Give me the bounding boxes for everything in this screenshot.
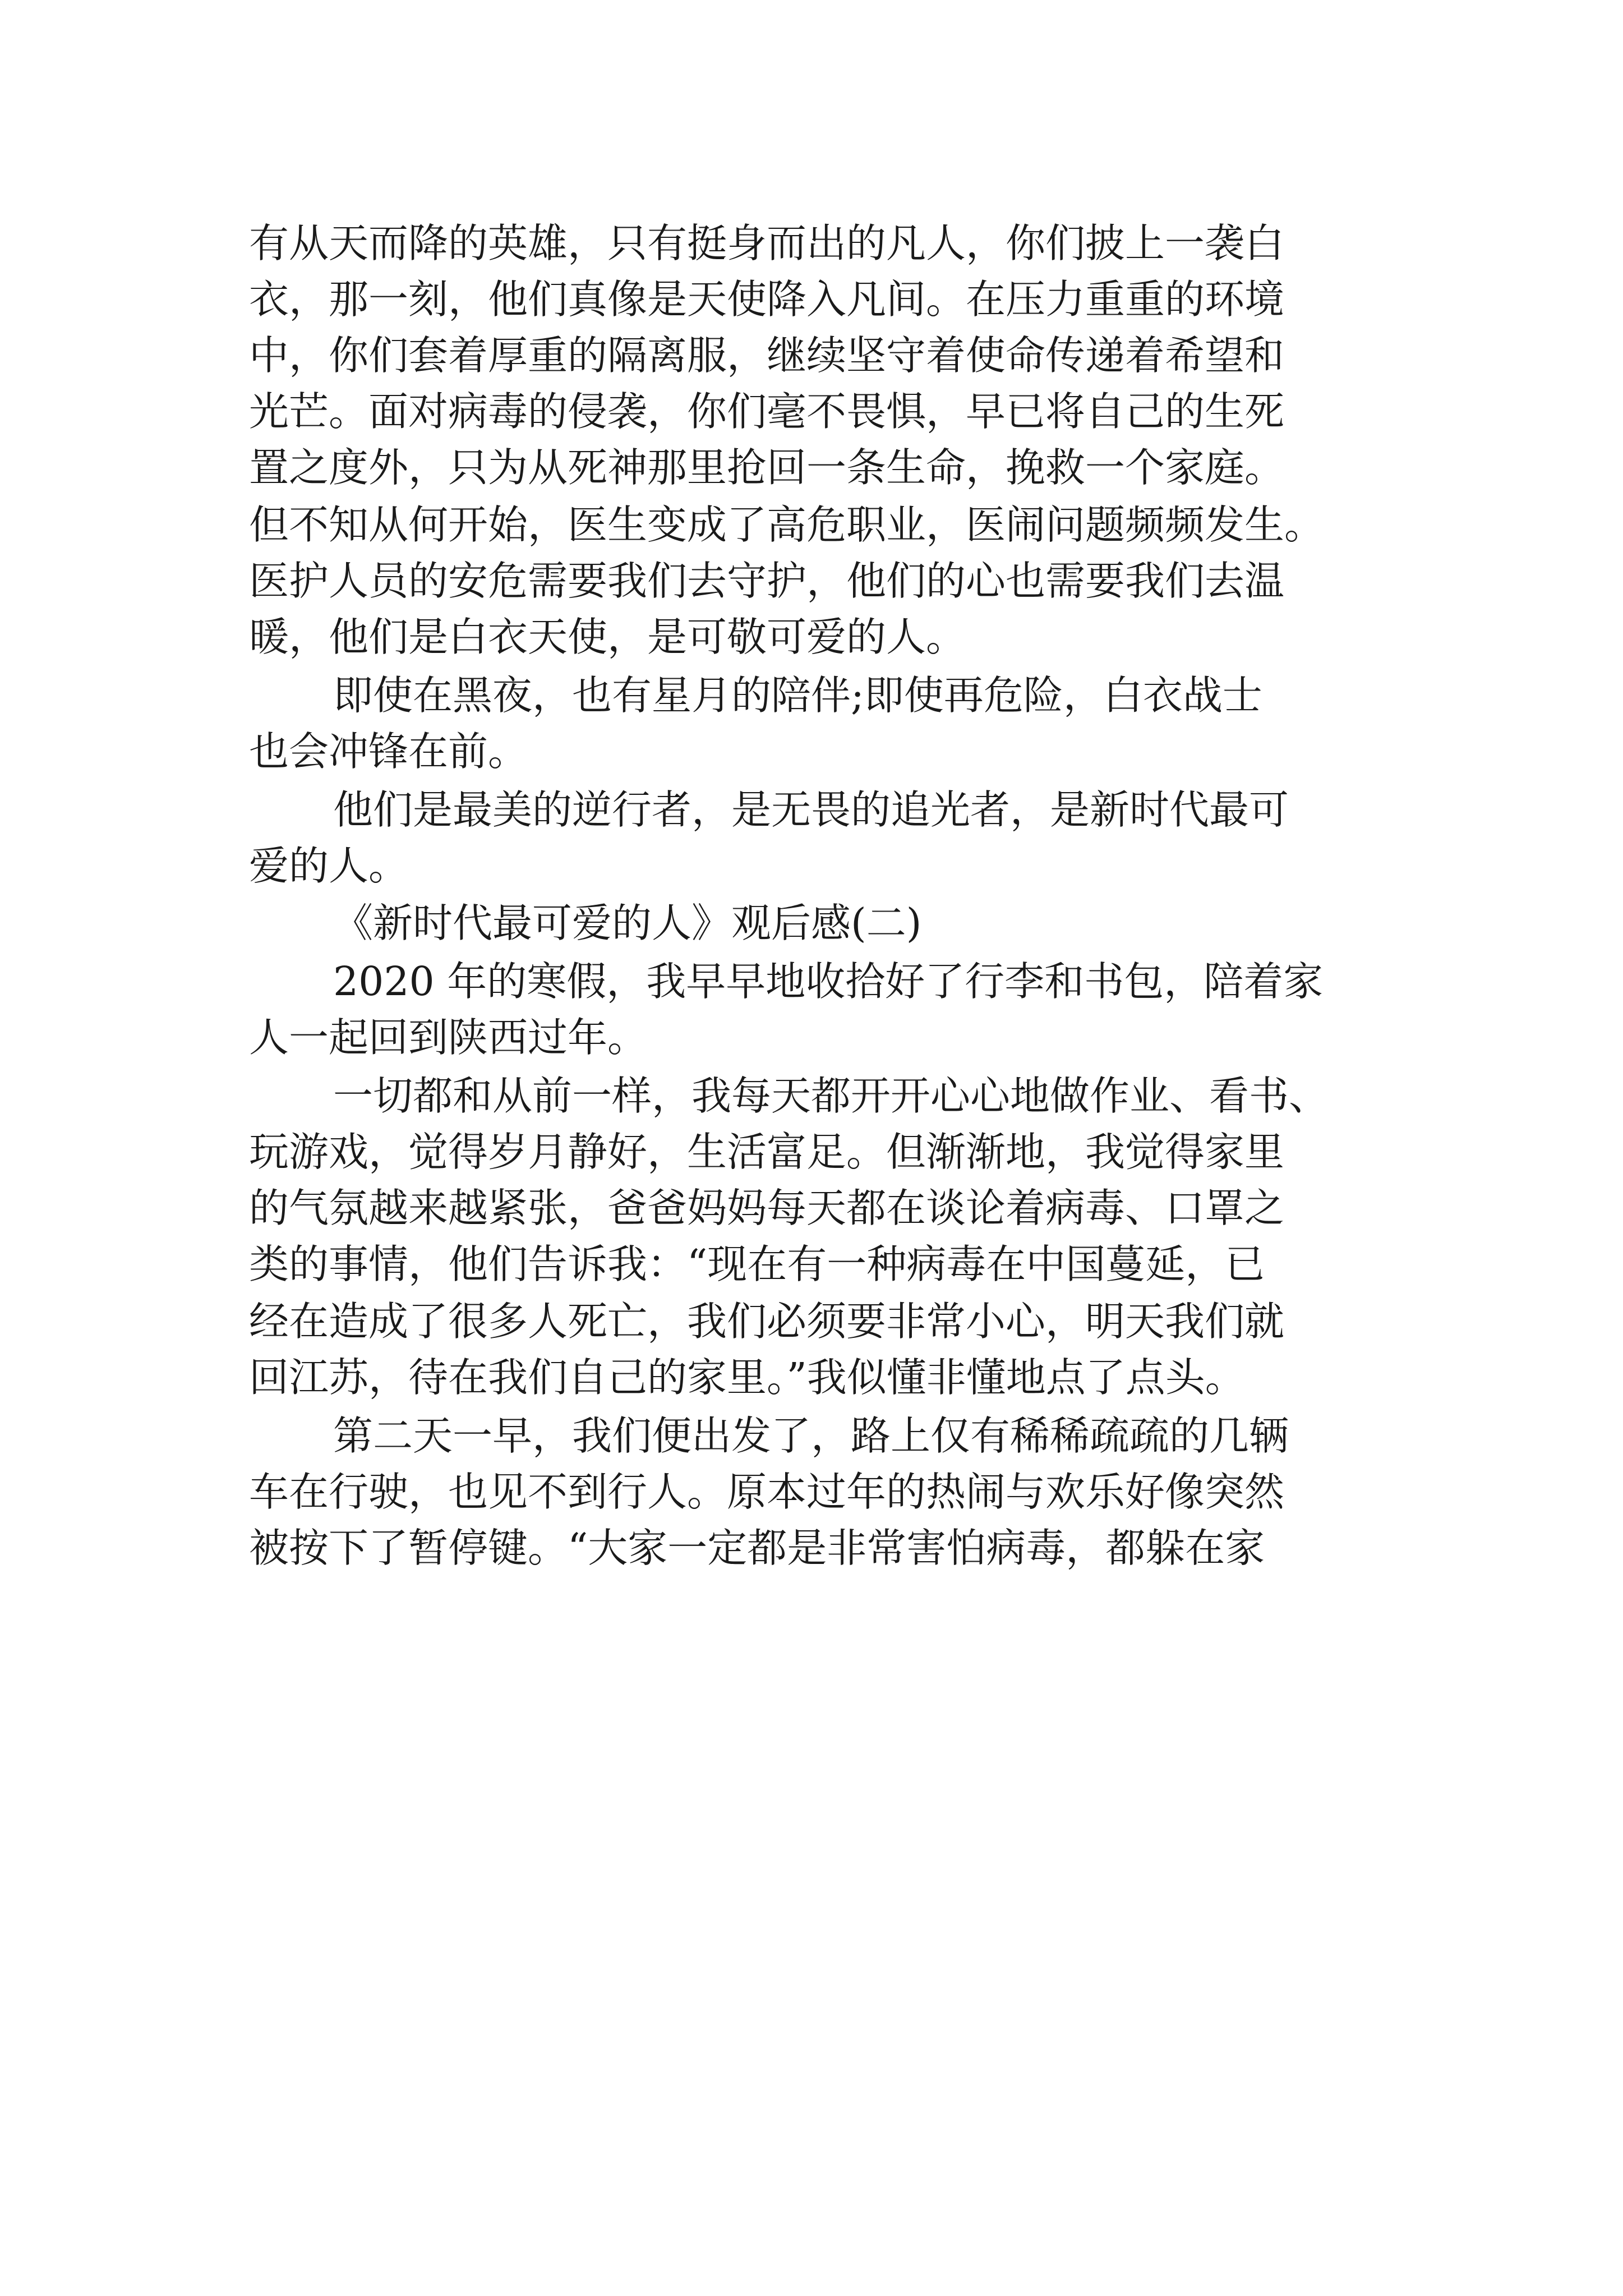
text-line: 但不知从何开始，医生变成了高危职业，医闹问题频频发生。 — [249, 501, 1325, 548]
text-line: 爱的人。 — [249, 843, 409, 889]
text-line: 的气氛越来越紧张，爸爸妈妈每天都在谈论着病毒、口罩之 — [249, 1185, 1285, 1231]
text-line: 光芒。面对病毒的侵袭，你们毫不畏惧，早已将自己的生死 — [249, 388, 1285, 435]
section-heading: 《新时代最可爱的人》观后感(二) — [333, 900, 922, 946]
text-line: 玩游戏，觉得岁月静好，生活富足。但渐渐地，我觉得家里 — [249, 1129, 1285, 1175]
text-line: 他们是最美的逆行者，是无畏的追光者，是新时代最可 — [333, 786, 1289, 833]
text-line: 一切都和从前一样，我每天都开开心心地做作业、看书、 — [333, 1073, 1329, 1119]
text-line: 置之度外，只为从死神那里抢回一条生命，挽救一个家庭。 — [249, 444, 1285, 491]
text-line: 第二天一早，我们便出发了，路上仅有稀稀疏疏的几辆 — [333, 1412, 1289, 1459]
text-line: 类的事情，他们告诉我：“现在有一种病毒在中国蔓延，已 — [249, 1241, 1265, 1287]
text-line: 有从天而降的英雄，只有挺身而出的凡人，你们披上一袭白 — [249, 220, 1285, 266]
text-line: 暖，他们是白衣天使，是可敬可爱的人。 — [249, 614, 966, 660]
text-line: 回江苏，待在我们自己的家里。”我似懂非懂地点了点头。 — [249, 1354, 1245, 1401]
text-line: 中，你们套着厚重的隔离服，继续坚守着使命传递着希望和 — [249, 332, 1285, 379]
text-line: 医护人员的安危需要我们去守护，他们的心也需要我们去温 — [249, 558, 1285, 604]
text-line: 车在行驶，也见不到行人。原本过年的热闹与欢乐好像突然 — [249, 1469, 1285, 1515]
text-line: 衣，那一刻，他们真像是天使降入凡间。在压力重重的环境 — [249, 276, 1285, 323]
text-line: 人一起回到陕西过年。 — [249, 1014, 648, 1061]
text-line: 也会冲锋在前。 — [249, 728, 528, 775]
text-line: 经在造成了很多人死亡，我们必须要非常小心，明天我们就 — [249, 1298, 1285, 1345]
text-line: 2020 年的寒假，我早早地收拾好了行李和书包，陪着家 — [333, 958, 1324, 1005]
text-line: 即使在黑夜，也有星月的陪伴;即使再危险，白衣战士 — [333, 672, 1262, 719]
text-line: 被按下了暂停键。“大家一定都是非常害怕病毒，都躲在家 — [249, 1525, 1265, 1571]
